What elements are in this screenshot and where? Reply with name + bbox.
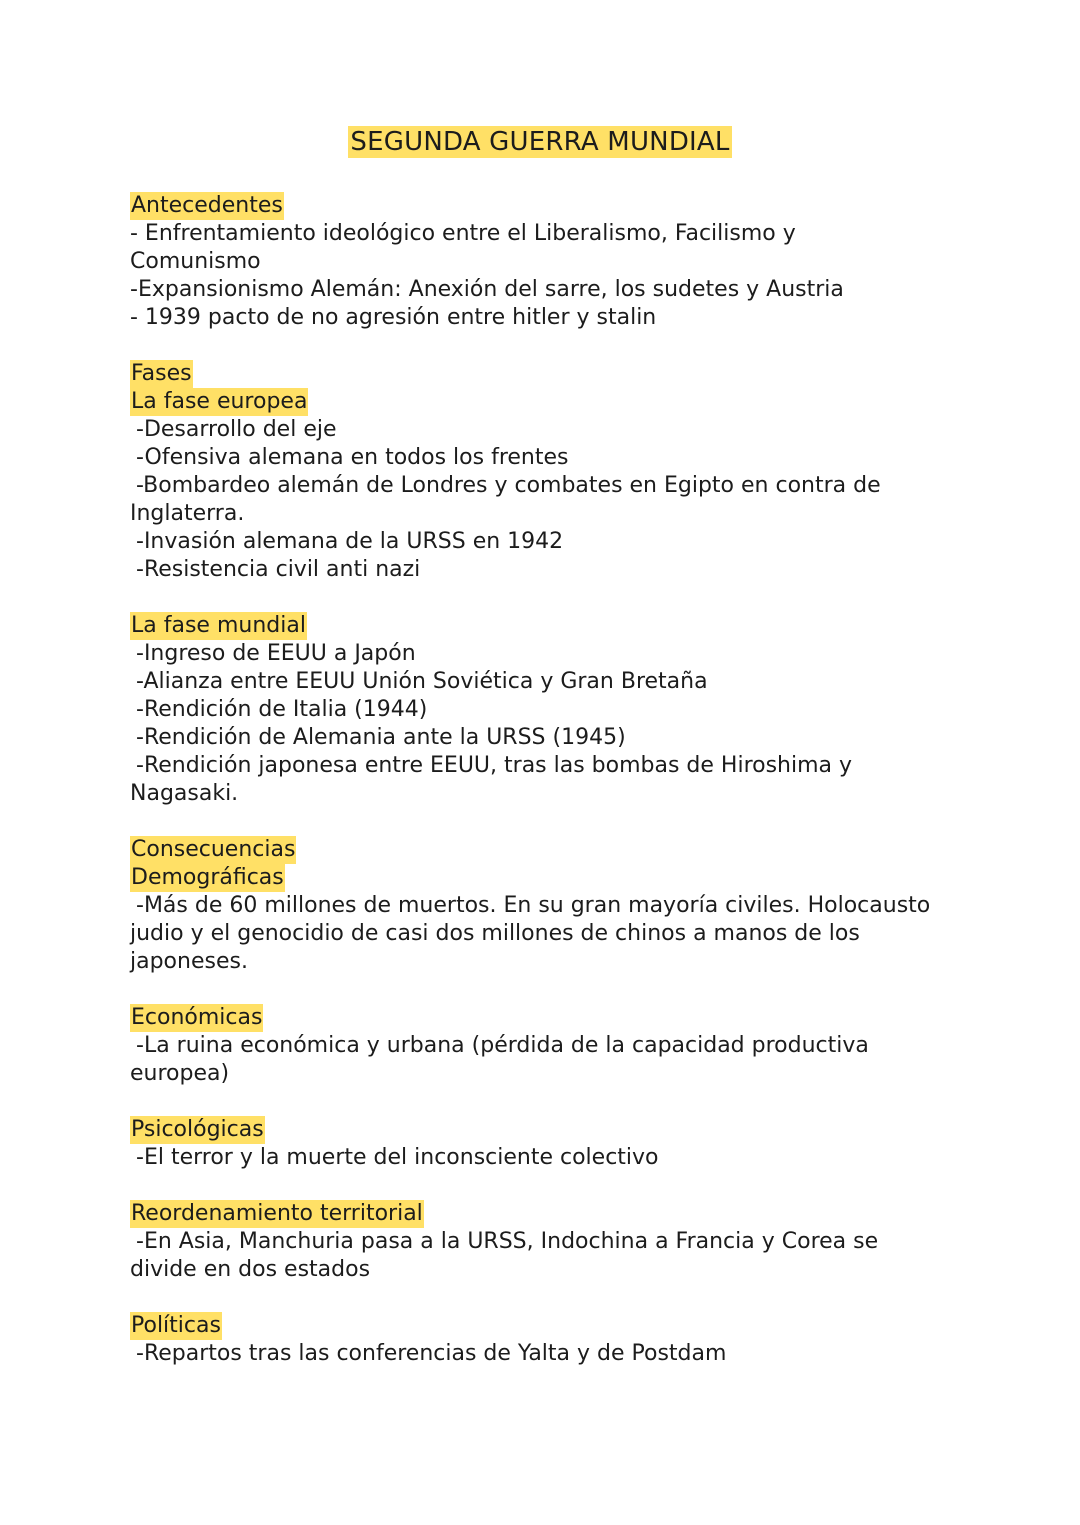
text-line: Comunismo xyxy=(130,249,261,274)
section-antecedentes xyxy=(130,192,960,332)
text-line: -El terror y la muerte del inconsciente colectivo xyxy=(136,1145,659,1170)
text-line: -Rendición de Alemania ante la URSS (1945) xyxy=(136,725,626,750)
section-fases xyxy=(130,360,960,584)
text-line: -Ofensiva alemana en todos los frentes xyxy=(136,445,569,470)
text-line: -Ingreso de EEUU a Japón xyxy=(136,641,416,666)
subsection-heading: La fase europea xyxy=(131,389,308,414)
section-politicas xyxy=(130,1312,960,1368)
text-line: -Desarrollo del eje xyxy=(136,417,337,442)
section-psicologicas xyxy=(130,1116,960,1172)
text-line: Nagasaki. xyxy=(130,781,239,806)
text-line: -La ruina económica y urbana (pérdida de la capacidad productiva xyxy=(136,1033,869,1058)
text-line: -Expansionismo Alemán: Anexión del sarre, los sudetes y Austria xyxy=(130,277,844,302)
section-reordenamiento xyxy=(130,1200,960,1284)
text-line: europea) xyxy=(130,1061,230,1086)
subsection-heading: Reordenamiento territorial xyxy=(131,1201,423,1226)
text-line: judio y el genocidio de casi dos millones de chinos a manos de los xyxy=(130,921,860,946)
section-economicas xyxy=(130,1004,960,1088)
text-line: -Rendición de Italia (1944) xyxy=(136,697,428,722)
text-line: -En Asia, Manchuria pasa a la URSS, Indochina a Francia y Corea se xyxy=(136,1229,879,1254)
text-line: - 1939 pacto de no agresión entre hitler y stalin xyxy=(130,305,657,330)
section-fase-mundial xyxy=(130,612,960,808)
subsection-heading: Políticas xyxy=(131,1313,221,1338)
section-heading: Fases xyxy=(131,361,192,386)
text-line: -Repartos tras las conferencias de Yalta y de Postdam xyxy=(136,1341,727,1366)
section-consecuencias xyxy=(130,836,960,976)
subsection-heading: La fase mundial xyxy=(131,613,306,638)
document-body xyxy=(130,192,960,1396)
text-line: -Invasión alemana de la URSS en 1942 xyxy=(136,529,564,554)
text-line: -Alianza entre EEUU Unión Soviética y Gran Bretaña xyxy=(136,669,708,694)
title-wrap xyxy=(0,126,1080,158)
section-heading: Consecuencias xyxy=(131,837,296,862)
text-line: -Bombardeo alemán de Londres y combates en Egipto en contra de xyxy=(136,473,881,498)
text-line: - Enfrentamiento ideológico entre el Liberalismo, Facilismo y xyxy=(130,221,796,246)
text-line: japoneses. xyxy=(130,949,248,974)
text-line: divide en dos estados xyxy=(130,1257,371,1282)
text-line: Inglaterra. xyxy=(130,501,245,526)
subsection-heading: Económicas xyxy=(131,1005,263,1030)
text-line: -Rendición japonesa entre EEUU, tras las bombas de Hiroshima y xyxy=(136,753,853,778)
text-line: -Resistencia civil anti nazi xyxy=(136,557,421,582)
subsection-heading: Demográficas xyxy=(131,865,284,890)
section-heading: Antecedentes xyxy=(131,193,283,218)
subsection-heading: Psicológicas xyxy=(131,1117,264,1142)
page-title: SEGUNDA GUERRA MUNDIAL xyxy=(350,127,730,157)
text-line: -Más de 60 millones de muertos. En su gran mayoría civiles. Holocausto xyxy=(136,893,931,918)
